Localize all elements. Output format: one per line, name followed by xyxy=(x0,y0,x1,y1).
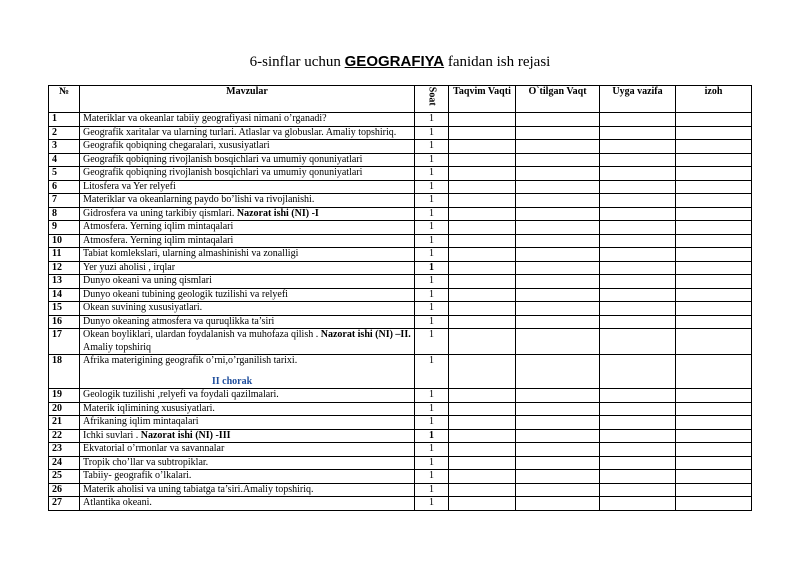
row-hours: 1 xyxy=(415,402,449,416)
row-number: 20 xyxy=(49,402,80,416)
row-topic: Okean boyliklari, ulardan foydalanish va muhofaza qilish . Nazorat ishi (NI) –II. Amaliy topshiriq xyxy=(80,329,415,355)
row-hours: 1 xyxy=(415,389,449,403)
row-done-date[interactable] xyxy=(516,234,600,248)
table-row xyxy=(49,261,752,275)
row-topic: Geografik qobiqning chegaralari, xususiyatlari xyxy=(80,140,415,154)
table-row xyxy=(49,234,752,248)
row-hours: 1 xyxy=(415,194,449,208)
row-number: 16 xyxy=(49,315,80,329)
row-hours: 1 xyxy=(415,275,449,289)
table-row xyxy=(49,153,752,167)
row-plan-date[interactable] xyxy=(449,221,516,235)
row-plan-date[interactable] xyxy=(449,483,516,497)
row-plan-date[interactable] xyxy=(449,234,516,248)
table-row xyxy=(49,221,752,235)
table-row xyxy=(49,113,752,127)
row-note[interactable] xyxy=(676,153,752,167)
row-plan-date[interactable] xyxy=(449,194,516,208)
row-number: 4 xyxy=(49,153,80,167)
row-number: 15 xyxy=(49,302,80,316)
row-topic: Ichki suvlari . Nazorat ishi (NI) -III xyxy=(80,429,415,443)
header-done-date: O`tilgan Vaqt xyxy=(516,86,600,113)
header-num: № xyxy=(49,86,80,113)
row-note[interactable] xyxy=(676,113,752,127)
row-plan-date[interactable] xyxy=(449,167,516,181)
row-homework[interactable] xyxy=(600,302,676,316)
row-plan-date[interactable] xyxy=(449,153,516,167)
row-hours: 1 xyxy=(415,315,449,329)
row-homework[interactable] xyxy=(600,113,676,127)
row-done-date[interactable] xyxy=(516,248,600,262)
row-done-date[interactable] xyxy=(516,167,600,181)
title-prefix: 6-sinflar uchun xyxy=(249,54,341,70)
row-done-date[interactable] xyxy=(516,355,600,389)
row-homework[interactable] xyxy=(600,355,676,389)
row-done-date[interactable] xyxy=(516,429,600,443)
row-note[interactable] xyxy=(676,315,752,329)
row-number: 11 xyxy=(49,248,80,262)
row-hours: 1 xyxy=(415,140,449,154)
table-row xyxy=(49,355,752,389)
row-hours: 1 xyxy=(415,167,449,181)
row-note[interactable] xyxy=(676,389,752,403)
row-topic: Materiklar va okeanlar tabiiy geografiyasi nimani o’rganadi? xyxy=(80,113,415,127)
row-done-date[interactable] xyxy=(516,456,600,470)
table-row xyxy=(49,180,752,194)
row-hours: 1 xyxy=(415,355,449,389)
row-plan-date[interactable] xyxy=(449,429,516,443)
row-note[interactable] xyxy=(676,288,752,302)
row-number: 18 xyxy=(49,355,80,389)
row-done-date[interactable] xyxy=(516,497,600,511)
row-plan-date[interactable] xyxy=(449,456,516,470)
row-topic: Atlantika okeani. xyxy=(80,497,415,511)
table-row xyxy=(49,470,752,484)
row-number: 10 xyxy=(49,234,80,248)
row-homework[interactable] xyxy=(600,153,676,167)
row-done-date[interactable] xyxy=(516,288,600,302)
row-hours: 1 xyxy=(415,456,449,470)
row-number: 26 xyxy=(49,483,80,497)
row-done-date[interactable] xyxy=(516,483,600,497)
row-note[interactable] xyxy=(676,329,752,355)
row-number: 17 xyxy=(49,329,80,355)
row-homework[interactable] xyxy=(600,194,676,208)
row-hours: 1 xyxy=(415,261,449,275)
row-topic: Afrika materigining geografik o’rni,o’rganilish tarixi. II chorak xyxy=(80,355,415,389)
row-done-date[interactable] xyxy=(516,416,600,430)
row-note[interactable] xyxy=(676,470,752,484)
row-done-date[interactable] xyxy=(516,402,600,416)
row-done-date[interactable] xyxy=(516,221,600,235)
header-homework: Uyga vazifa xyxy=(600,86,676,113)
document-title xyxy=(0,53,800,71)
table-row xyxy=(49,275,752,289)
row-hours: 1 xyxy=(415,429,449,443)
row-topic: Tabiiy- geografik o’lkalari. xyxy=(80,470,415,484)
table-body xyxy=(49,113,752,511)
row-note[interactable] xyxy=(676,456,752,470)
control-work-label: Nazorat ishi (NI) -III xyxy=(140,429,231,441)
row-note[interactable] xyxy=(676,275,752,289)
row-done-date[interactable] xyxy=(516,140,600,154)
header-hours: Soat xyxy=(415,86,449,113)
row-number: 12 xyxy=(49,261,80,275)
table-row xyxy=(49,329,752,355)
row-plan-date[interactable] xyxy=(449,497,516,511)
row-hours: 1 xyxy=(415,234,449,248)
row-number: 22 xyxy=(49,429,80,443)
row-topic: Dunyo okeani tubining geologik tuzilishi va relyefi xyxy=(80,288,415,302)
row-done-date[interactable] xyxy=(516,275,600,289)
row-topic: Okean suvining xususiyatlari. xyxy=(80,302,415,316)
row-homework[interactable] xyxy=(600,443,676,457)
row-plan-date[interactable] xyxy=(449,355,516,389)
row-done-date[interactable] xyxy=(516,329,600,355)
row-hours: 1 xyxy=(415,180,449,194)
table-row xyxy=(49,483,752,497)
row-done-date[interactable] xyxy=(516,315,600,329)
row-homework[interactable] xyxy=(600,221,676,235)
row-done-date[interactable] xyxy=(516,470,600,484)
table-row xyxy=(49,167,752,181)
row-plan-date[interactable] xyxy=(449,470,516,484)
row-homework[interactable] xyxy=(600,456,676,470)
row-number: 7 xyxy=(49,194,80,208)
row-done-date[interactable] xyxy=(516,302,600,316)
row-topic: Geografik qobiqning rivojlanish bosqichlari va umumiy qonuniyatlari xyxy=(80,153,415,167)
table-row xyxy=(49,429,752,443)
title-subject: GEOGRAFIYA xyxy=(344,53,445,70)
row-note[interactable] xyxy=(676,483,752,497)
row-number: 5 xyxy=(49,167,80,181)
row-done-date[interactable] xyxy=(516,180,600,194)
control-work-label: Nazorat ishi (NI) –II. xyxy=(320,329,411,340)
row-number: 24 xyxy=(49,456,80,470)
row-plan-date[interactable] xyxy=(449,288,516,302)
row-plan-date[interactable] xyxy=(449,329,516,355)
row-topic: Dunyo okeani va uning qismlari xyxy=(80,275,415,289)
row-number: 2 xyxy=(49,126,80,140)
row-number: 23 xyxy=(49,443,80,457)
row-hours: 1 xyxy=(415,113,449,127)
row-topic: Geografik qobiqning rivojlanish bosqichlari va umumiy qonuniyatlari xyxy=(80,167,415,181)
row-topic: Dunyo okeaning atmosfera va quruqlikka ta’siri xyxy=(80,315,415,329)
table-row xyxy=(49,302,752,316)
row-homework[interactable] xyxy=(600,402,676,416)
row-number: 3 xyxy=(49,140,80,154)
row-done-date[interactable] xyxy=(516,126,600,140)
row-homework[interactable] xyxy=(600,275,676,289)
row-done-date[interactable] xyxy=(516,113,600,127)
row-number: 14 xyxy=(49,288,80,302)
row-hours: 1 xyxy=(415,443,449,457)
header-topic: Mavzular xyxy=(80,86,415,113)
row-note[interactable] xyxy=(676,167,752,181)
row-number: 6 xyxy=(49,180,80,194)
row-homework[interactable] xyxy=(600,315,676,329)
row-homework[interactable] xyxy=(600,483,676,497)
header-row xyxy=(49,86,752,113)
row-note[interactable] xyxy=(676,416,752,430)
table-row xyxy=(49,443,752,457)
row-plan-date[interactable] xyxy=(449,443,516,457)
row-homework[interactable] xyxy=(600,288,676,302)
row-topic: Geografik xaritalar va ularning turlari. Atlaslar va globuslar. Amaliy topshiriq. xyxy=(80,126,415,140)
title-suffix: fanidan ish rejasi xyxy=(447,54,551,70)
row-topic: Materik iqlimining xususiyatlari. xyxy=(80,402,415,416)
table-row xyxy=(49,207,752,221)
row-number: 27 xyxy=(49,497,80,511)
row-plan-date[interactable] xyxy=(449,261,516,275)
row-plan-date[interactable] xyxy=(449,302,516,316)
row-hours: 1 xyxy=(415,302,449,316)
row-note[interactable] xyxy=(676,194,752,208)
row-topic: Atmosfera. Yerning iqlim mintaqalari xyxy=(80,221,415,235)
row-plan-date[interactable] xyxy=(449,140,516,154)
row-note[interactable] xyxy=(676,234,752,248)
row-plan-date[interactable] xyxy=(449,416,516,430)
row-hours: 1 xyxy=(415,470,449,484)
row-number: 1 xyxy=(49,113,80,127)
lesson-plan-table xyxy=(48,85,752,511)
row-note[interactable] xyxy=(676,443,752,457)
row-homework[interactable] xyxy=(600,167,676,181)
row-homework[interactable] xyxy=(600,126,676,140)
table-row xyxy=(49,140,752,154)
row-done-date[interactable] xyxy=(516,194,600,208)
row-note[interactable] xyxy=(676,207,752,221)
row-note[interactable] xyxy=(676,355,752,389)
row-homework[interactable] xyxy=(600,470,676,484)
row-homework[interactable] xyxy=(600,140,676,154)
row-note[interactable] xyxy=(676,140,752,154)
row-note[interactable] xyxy=(676,221,752,235)
row-topic: Tropik cho’llar va subtropiklar. xyxy=(80,456,415,470)
row-hours: 1 xyxy=(415,126,449,140)
row-topic: Materiklar va okeanlarning paydo bo’lishi va rivojlanishi. xyxy=(80,194,415,208)
row-hours: 1 xyxy=(415,497,449,511)
row-done-date[interactable] xyxy=(516,389,600,403)
row-plan-date[interactable] xyxy=(449,315,516,329)
table-row xyxy=(49,248,752,262)
row-done-date[interactable] xyxy=(516,153,600,167)
row-hours: 1 xyxy=(415,153,449,167)
control-work-label: Nazorat ishi (NI) -I xyxy=(236,207,319,219)
table-row xyxy=(49,315,752,329)
quarter-label: II chorak xyxy=(211,375,253,387)
row-hours: 1 xyxy=(415,248,449,262)
row-hours: 1 xyxy=(415,288,449,302)
row-homework[interactable] xyxy=(600,389,676,403)
row-topic: Tabiat komlekslari, ularning almashinishi va zonalligi xyxy=(80,248,415,262)
row-number: 8 xyxy=(49,207,80,221)
row-plan-date[interactable] xyxy=(449,207,516,221)
row-hours: 1 xyxy=(415,329,449,355)
table-row xyxy=(49,497,752,511)
row-topic: Geologik tuzilishi ,relyefi va foydali qazilmalari. xyxy=(80,389,415,403)
row-topic: Litosfera va Yer relyefi xyxy=(80,180,415,194)
row-homework[interactable] xyxy=(600,416,676,430)
row-homework[interactable] xyxy=(600,497,676,511)
row-topic: Afrikaning iqlim mintaqalari xyxy=(80,416,415,430)
table-row xyxy=(49,126,752,140)
row-number: 25 xyxy=(49,470,80,484)
row-note[interactable] xyxy=(676,402,752,416)
row-plan-date[interactable] xyxy=(449,389,516,403)
row-plan-date[interactable] xyxy=(449,275,516,289)
row-homework[interactable] xyxy=(600,234,676,248)
row-topic: Yer yuzi aholisi , irqlar xyxy=(80,261,415,275)
row-topic: Ekvatorial o’rmonlar va savannalar xyxy=(80,443,415,457)
row-homework[interactable] xyxy=(600,180,676,194)
row-hours: 1 xyxy=(415,483,449,497)
row-number: 19 xyxy=(49,389,80,403)
header-plan-date: Taqvim Vaqti xyxy=(449,86,516,113)
row-note[interactable] xyxy=(676,497,752,511)
row-hours: 1 xyxy=(415,207,449,221)
row-hours: 1 xyxy=(415,416,449,430)
row-note[interactable] xyxy=(676,248,752,262)
row-done-date[interactable] xyxy=(516,207,600,221)
row-hours: 1 xyxy=(415,221,449,235)
row-done-date[interactable] xyxy=(516,443,600,457)
row-homework[interactable] xyxy=(600,329,676,355)
row-note[interactable] xyxy=(676,429,752,443)
table-row xyxy=(49,194,752,208)
row-homework[interactable] xyxy=(600,261,676,275)
table-row xyxy=(49,288,752,302)
table-row xyxy=(49,456,752,470)
table-row xyxy=(49,389,752,403)
row-note[interactable] xyxy=(676,180,752,194)
row-done-date[interactable] xyxy=(516,261,600,275)
row-plan-date[interactable] xyxy=(449,113,516,127)
row-number: 21 xyxy=(49,416,80,430)
header-note: izoh xyxy=(676,86,752,113)
row-topic: Gidrosfera va uning tarkibiy qismlari. Nazorat ishi (NI) -I xyxy=(80,207,415,221)
row-homework[interactable] xyxy=(600,207,676,221)
row-plan-date[interactable] xyxy=(449,180,516,194)
row-plan-date[interactable] xyxy=(449,248,516,262)
row-note[interactable] xyxy=(676,302,752,316)
row-plan-date[interactable] xyxy=(449,402,516,416)
table-row xyxy=(49,402,752,416)
table-row xyxy=(49,416,752,430)
row-homework[interactable] xyxy=(600,429,676,443)
row-homework[interactable] xyxy=(600,248,676,262)
row-note[interactable] xyxy=(676,126,752,140)
row-topic: Atmosfera. Yerning iqlim mintaqalari xyxy=(80,234,415,248)
row-number: 9 xyxy=(49,221,80,235)
row-plan-date[interactable] xyxy=(449,126,516,140)
row-number: 13 xyxy=(49,275,80,289)
row-topic: Materik aholisi va uning tabiatga ta’siri.Amaliy topshiriq. xyxy=(80,483,415,497)
row-note[interactable] xyxy=(676,261,752,275)
